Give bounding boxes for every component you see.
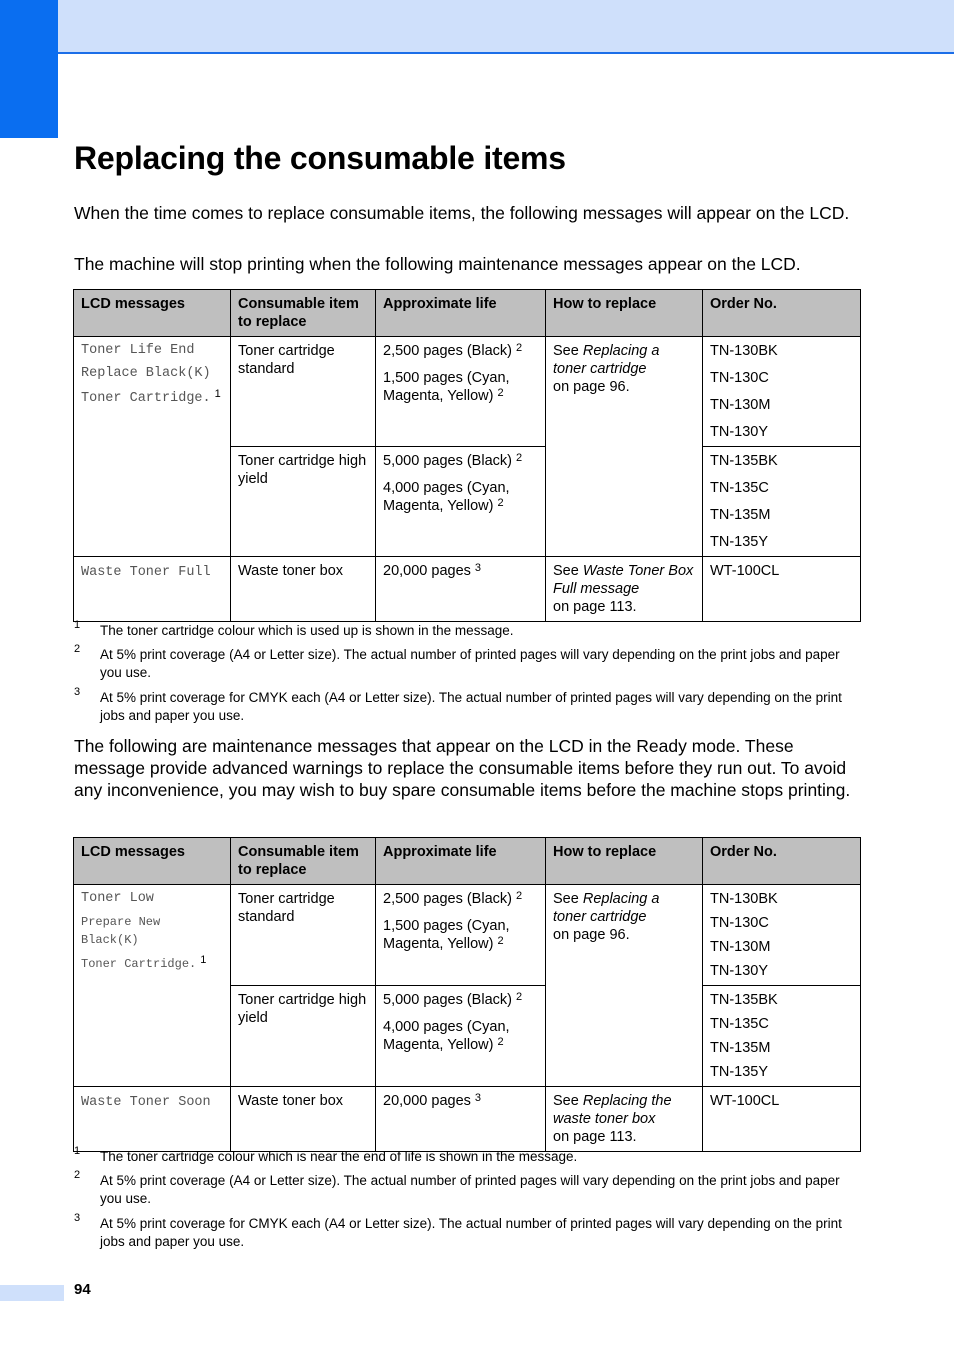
footnote-ref: 2	[516, 342, 523, 354]
order-cell: WT-100CL	[703, 557, 861, 622]
footnote-ref: 2	[516, 991, 523, 1003]
footnote-ref: 2	[497, 1036, 504, 1048]
order-cell: WT-100CL	[703, 1087, 861, 1152]
footnote: 1 The toner cartridge colour which is near the end of life is shown in the message.	[74, 1145, 578, 1164]
how-cell: See Replacing the waste toner box on page 113.	[546, 1087, 703, 1152]
col-header-item: Consumable item to replace	[231, 290, 376, 337]
footnote-ref: 2	[497, 387, 504, 399]
col-header-lcd: LCD messages	[74, 838, 231, 885]
footnote: 3 At 5% print coverage for CMYK each (A4 or Letter size). The actual number of printed pages will vary depending on the print jobs and paper you use.	[74, 686, 842, 723]
footnote: 1 The toner cartridge colour which is used up is shown in the message.	[74, 619, 514, 638]
item-cell: Toner cartridge standard	[231, 885, 376, 986]
table-row	[74, 557, 861, 622]
cross-reference-link[interactable]: Replacing a toner cartridge	[553, 343, 660, 377]
table-header-row	[74, 838, 861, 885]
item-cell: Waste toner box	[231, 1087, 376, 1152]
footnote: 3 At 5% print coverage for CMYK each (A4 or Letter size). The actual number of printed pages will vary depending on the print jobs and paper you use.	[74, 1212, 842, 1249]
life-cell	[376, 447, 546, 557]
page-number: 94	[74, 1281, 91, 1298]
life-color: 1,500 pages (Cyan, Magenta, Yellow)	[383, 370, 510, 404]
footnote-ref: 1	[200, 954, 207, 966]
table-row	[74, 1087, 861, 1152]
lcd-message-line: Replace Black(K)	[81, 366, 211, 381]
how-cell: See Replacing a toner cartridge on page 96.	[546, 337, 703, 557]
order-cell: TN-135BK TN-135C TN-135M TN-135Y	[703, 447, 861, 557]
col-header-order: Order No.	[703, 290, 861, 337]
order-cell: TN-135BK TN-135C TN-135M TN-135Y	[703, 986, 861, 1087]
intro-paragraph-1: When the time comes to replace consumable items, the following messages will appear on the LCD.	[74, 203, 850, 223]
table-row	[74, 337, 861, 447]
life-cell	[376, 885, 546, 986]
lcd-message-line: Prepare New Black(K)	[81, 915, 161, 947]
page-title: Replacing the consumable items	[74, 140, 566, 176]
life-black: 2,500 pages (Black)	[383, 891, 512, 907]
footnote: 2 At 5% print coverage (A4 or Letter size). The actual number of printed pages will vary depending on the print jobs and paper you use.	[74, 643, 840, 680]
col-header-order: Order No.	[703, 838, 861, 885]
life-color: 1,500 pages (Cyan, Magenta, Yellow)	[383, 918, 510, 952]
footnote-ref: 2	[516, 890, 523, 902]
col-header-item: Consumable item to replace	[231, 838, 376, 885]
item-cell: Toner cartridge standard	[231, 337, 376, 447]
item-cell: Waste toner box	[231, 557, 376, 622]
col-header-life: Approximate life	[376, 838, 546, 885]
footnote-ref: 3	[474, 562, 482, 574]
order-cell: TN-130BK TN-130C TN-130M TN-130Y	[703, 885, 861, 986]
life-cell: 20,000 pages $^3$	[376, 1087, 546, 1152]
order-cell: TN-130BK TN-130C TN-130M TN-130Y	[703, 337, 861, 447]
footnote-ref: 2	[497, 935, 504, 947]
intro-paragraph-2: The machine will stop printing when the following maintenance messages appear on the LCD.	[74, 254, 801, 274]
how-cell: See Waste Toner Box Full message on page 113.	[546, 557, 703, 622]
col-header-how: How to replace	[546, 838, 703, 885]
life-cell	[376, 337, 546, 447]
life-black: 5,000 pages (Black)	[383, 453, 512, 469]
life-cell	[376, 986, 546, 1087]
life-color: 4,000 pages (Cyan, Magenta, Yellow)	[383, 480, 510, 514]
footnote-ref: 1	[214, 388, 221, 400]
col-header-life: Approximate life	[376, 290, 546, 337]
consumables-table-warning	[73, 837, 861, 1152]
life-black: 5,000 pages (Black)	[383, 992, 512, 1008]
cross-reference-link[interactable]: Replacing a toner cartridge	[553, 891, 660, 925]
item-cell: Toner cartridge high yield	[231, 447, 376, 557]
page-number-tab	[0, 1285, 64, 1301]
item-cell: Toner cartridge high yield	[231, 986, 376, 1087]
lcd-message-line: Toner Cartridge.	[81, 957, 197, 971]
life-cell: 20,000 pages $^3$	[376, 557, 546, 622]
lcd-message-line: Toner Cartridge.	[81, 391, 211, 406]
footnote-ref: 3	[474, 1092, 482, 1104]
cross-reference-link[interactable]: Replacing the waste toner box	[553, 1093, 672, 1127]
maintenance-paragraph: The following are maintenance messages that appear on the LCD in the Ready mode. These message provide advanced warnings to replace the consumable items before they run out. To avoid any inconvenience, you may wish to buy spare consumable items before the machine stops printing.	[74, 736, 851, 800]
col-header-how: How to replace	[546, 290, 703, 337]
lcd-message-line: Toner Life End	[81, 343, 195, 358]
lcd-message-line: Toner Low	[81, 891, 154, 906]
header-band	[0, 0, 954, 54]
col-header-lcd: LCD messages	[74, 290, 231, 337]
lcd-message-cell	[74, 885, 231, 1087]
life-black: 2,500 pages (Black)	[383, 343, 512, 359]
consumables-table-stop	[73, 289, 861, 622]
chapter-tab	[0, 0, 58, 138]
footnote: 2 At 5% print coverage (A4 or Letter size). The actual number of printed pages will vary depending on the print jobs and paper you use.	[74, 1169, 840, 1206]
lcd-message-cell	[74, 337, 231, 557]
how-cell: See Replacing a toner cartridge on page 96.	[546, 885, 703, 1087]
lcd-message-cell: Waste Toner Full	[74, 557, 231, 622]
table-row	[74, 885, 861, 986]
footnote-ref: 2	[516, 452, 523, 464]
life-color: 4,000 pages (Cyan, Magenta, Yellow)	[383, 1019, 510, 1053]
footnote-ref: 2	[497, 497, 504, 509]
lcd-message-cell: Waste Toner Soon	[74, 1087, 231, 1152]
table-header-row	[74, 290, 861, 337]
cross-reference-link[interactable]: Waste Toner Box Full message	[553, 563, 694, 597]
